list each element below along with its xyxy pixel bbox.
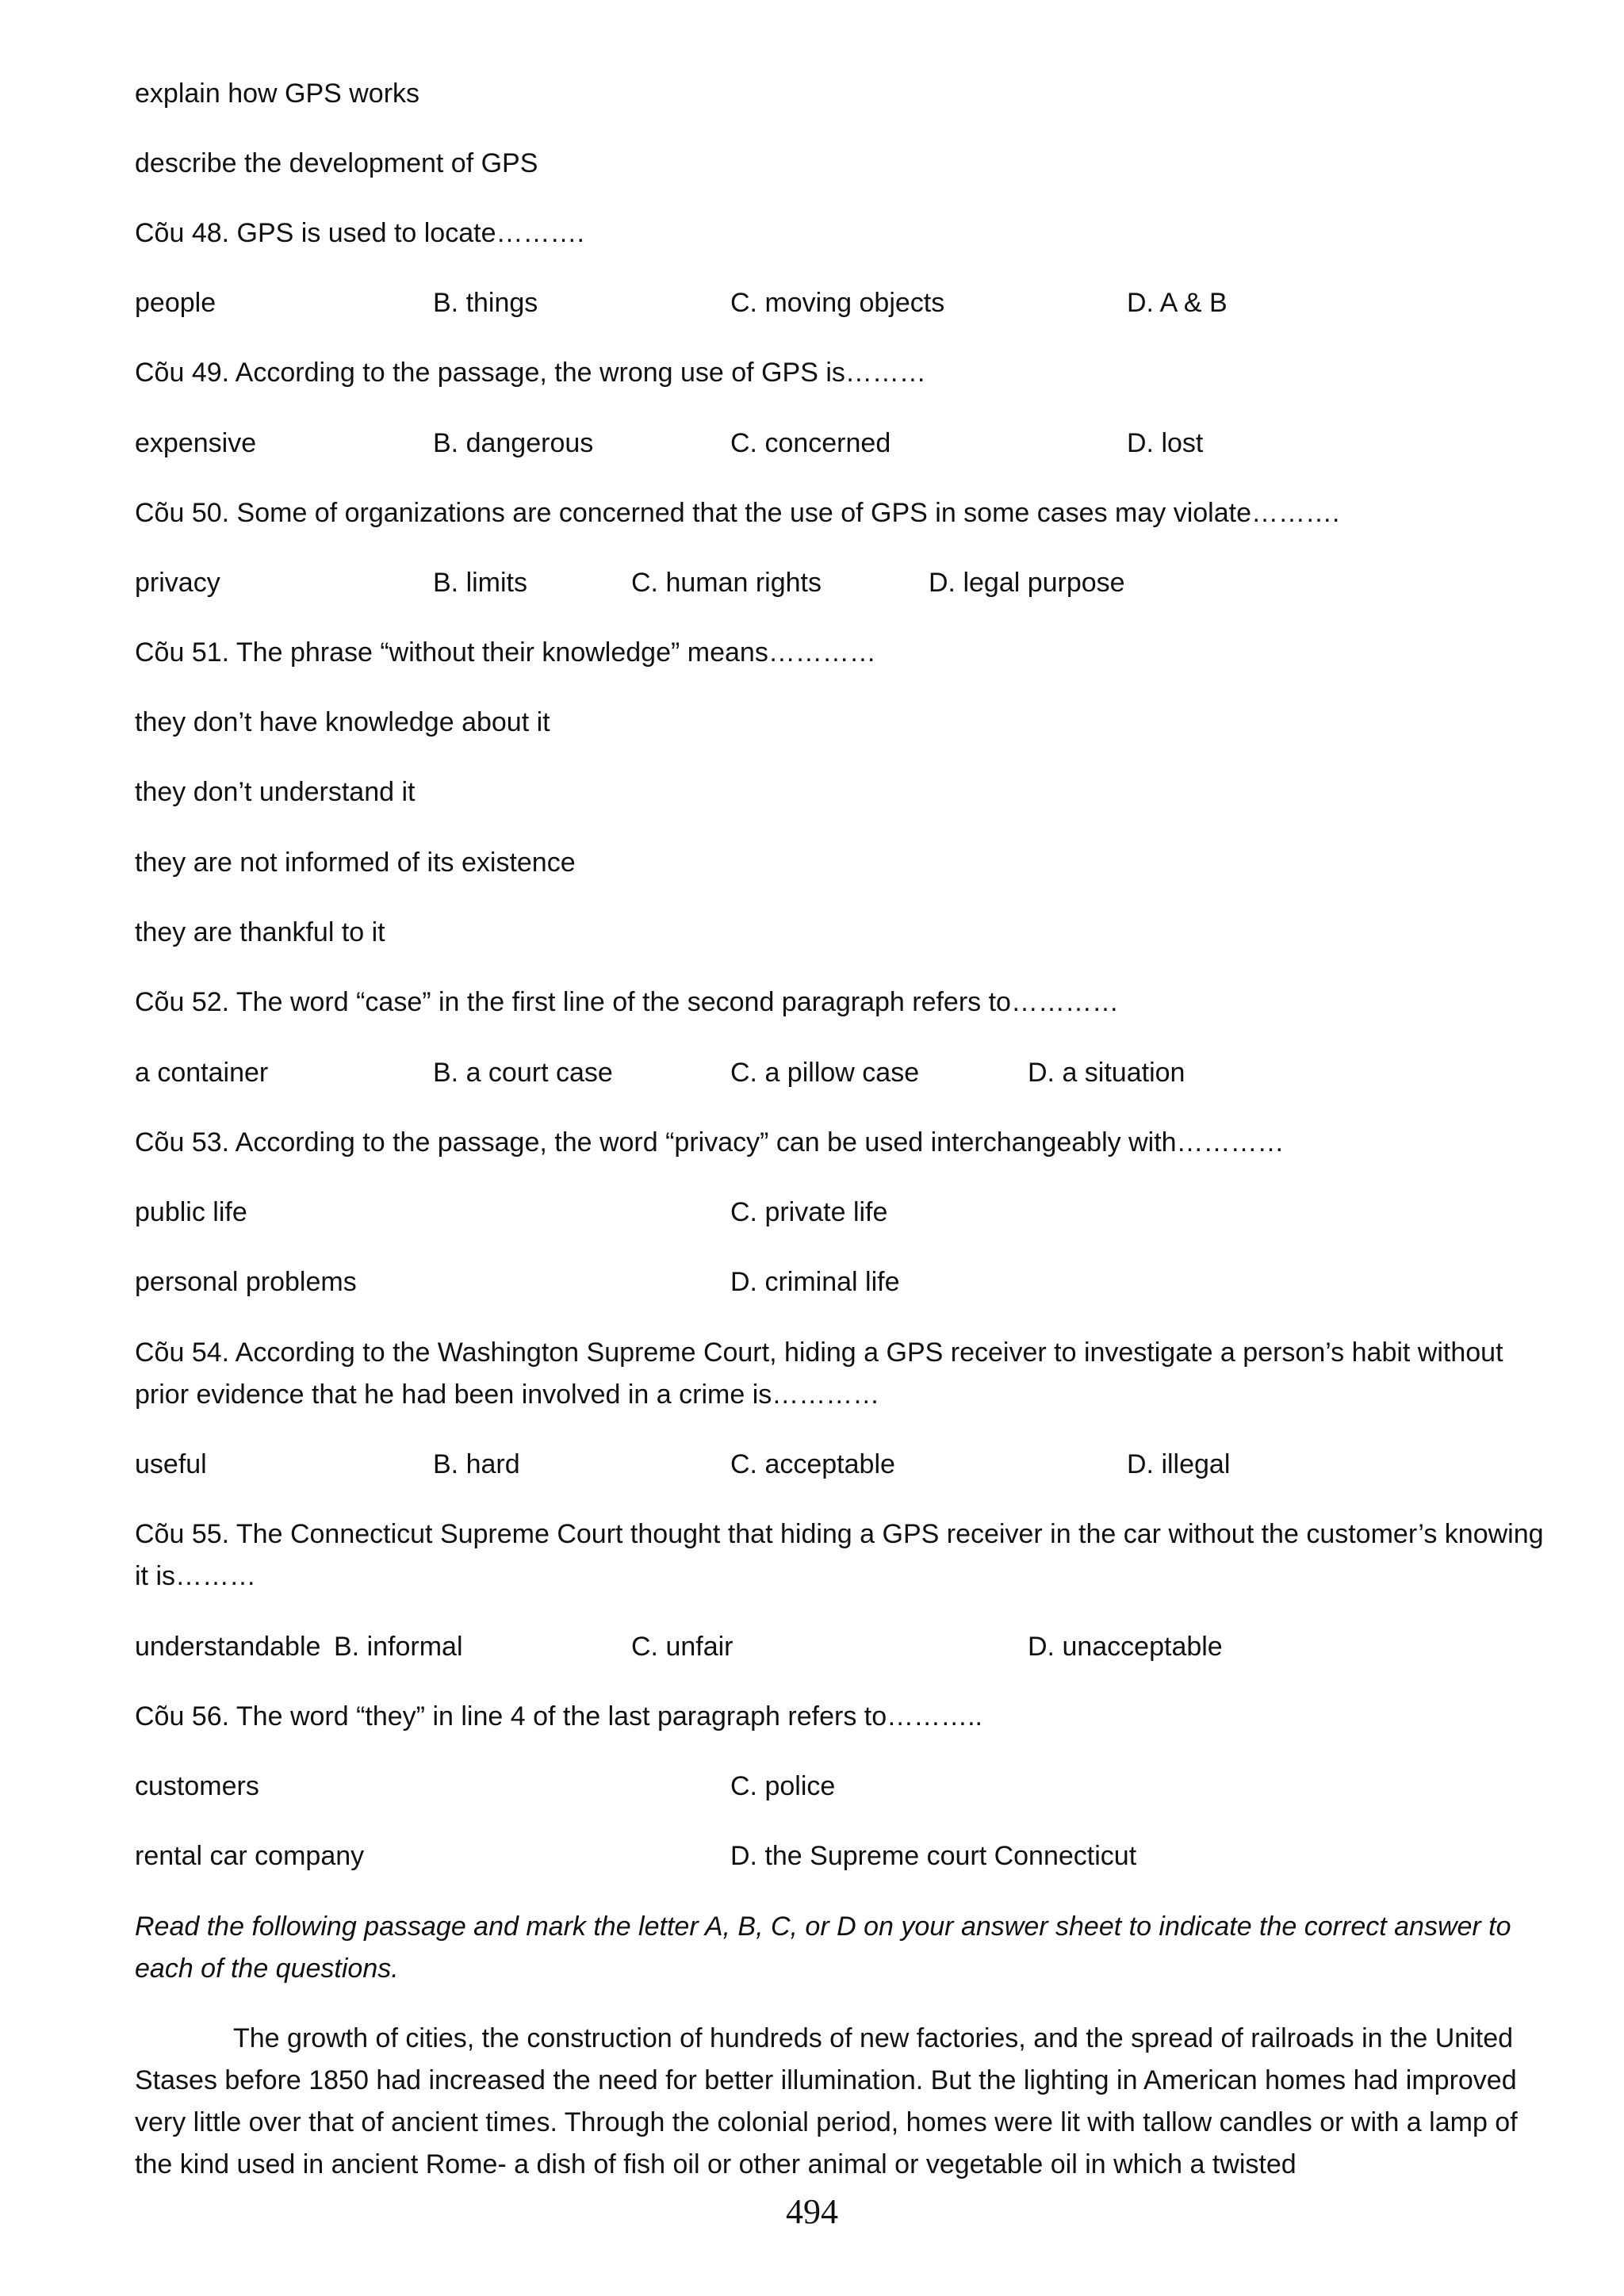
- option-d-52: D. a situation: [1028, 1058, 1185, 1088]
- option-b-49: B. dangerous: [433, 428, 594, 458]
- passage-instruction: Read the following passage and mark the letter A, B, C, or D on your answer sheet to indicate the correct answer to each of the questions.: [135, 1911, 1511, 1984]
- question-52: Cõu 52. The word “case” in the first line of the second paragraph refers to…………: [135, 987, 1119, 1017]
- option-d-47: describe the development of GPS: [135, 148, 538, 178]
- option-a-48: people: [135, 288, 216, 318]
- option-a-53: public life: [135, 1197, 247, 1227]
- option-c-54: C. acceptable: [730, 1449, 895, 1479]
- option-d-50: D. legal purpose: [929, 568, 1125, 598]
- option-a-52: a container: [135, 1058, 269, 1088]
- page-number: 494: [786, 2192, 838, 2231]
- question-55: Cõu 55. The Connecticut Supreme Court thought that hiding a GPS receiver in the car without the customer’s knowing it is………: [135, 1519, 1544, 1591]
- option-b-54: B. hard: [433, 1449, 520, 1479]
- option-d-48: D. A & B: [1127, 288, 1228, 318]
- option-d-53: D. criminal life: [730, 1267, 900, 1297]
- question-50: Cõu 50. Some of organizations are concerned that the use of GPS in some cases may violate……….: [135, 498, 1340, 528]
- option-c-49: C. concerned: [730, 428, 891, 458]
- option-a-49: expensive: [135, 428, 257, 458]
- option-d-49: D. lost: [1127, 428, 1204, 458]
- option-a-55: understandable: [135, 1632, 321, 1662]
- option-b-56: rental car company: [135, 1841, 365, 1871]
- option-c-48: C. moving objects: [730, 288, 945, 318]
- option-b-55: B. informal: [334, 1632, 463, 1662]
- option-b-53: personal problems: [135, 1267, 357, 1297]
- option-c-52: C. a pillow case: [730, 1058, 920, 1088]
- option-c-53: C. private life: [730, 1197, 888, 1227]
- option-d-51: they are thankful to it: [135, 917, 385, 947]
- option-b-50: B. limits: [433, 568, 527, 598]
- option-c-56: C. police: [730, 1771, 836, 1801]
- option-d-55: D. unacceptable: [1028, 1632, 1223, 1662]
- option-d-56: D. the Supreme court Connecticut: [730, 1841, 1137, 1871]
- question-48: Cõu 48. GPS is used to locate……….: [135, 218, 584, 248]
- question-49: Cõu 49. According to the passage, the wrong use of GPS is………: [135, 358, 926, 388]
- option-a-50: privacy: [135, 568, 220, 598]
- option-a-54: useful: [135, 1449, 207, 1479]
- option-b-52: B. a court case: [433, 1058, 613, 1088]
- question-51: Cõu 51. The phrase “without their knowledge” means…………: [135, 637, 876, 668]
- question-54: Cõu 54. According to the Washington Supreme Court, hiding a GPS receiver to investigate a person’s habit without prior evidence that he had been involved in a crime is…………: [135, 1337, 1503, 1410]
- option-a-56: customers: [135, 1771, 259, 1801]
- option-d-54: D. illegal: [1127, 1449, 1231, 1479]
- option-c-50: C. human rights: [631, 568, 822, 598]
- option-b-48: B. things: [433, 288, 538, 318]
- option-c-47: explain how GPS works: [135, 78, 420, 109]
- question-56: Cõu 56. The word “they” in line 4 of the last paragraph refers to………..: [135, 1701, 983, 1732]
- option-b-51: they don’t understand it: [135, 777, 416, 807]
- option-c-55: C. unfair: [631, 1632, 733, 1662]
- reading-passage: The growth of cities, the construction of hundreds of new factories, and the spread of railroads in the United Stases before 1850 had increased the need for better illumination. But the lighting in American homes had improved very little over that of ancient times. Through the colonial period, homes were lit with tallow candles or with a lamp of the kind used in ancient Rome- a dish of fish oil or other animal or vegetable oil in which a twisted: [135, 2023, 1518, 2179]
- question-53: Cõu 53. According to the passage, the word “privacy” can be used interchangeably with…………: [135, 1127, 1285, 1158]
- option-c-51: they are not informed of its existence: [135, 848, 576, 878]
- option-a-51: they don’t have knowledge about it: [135, 707, 550, 737]
